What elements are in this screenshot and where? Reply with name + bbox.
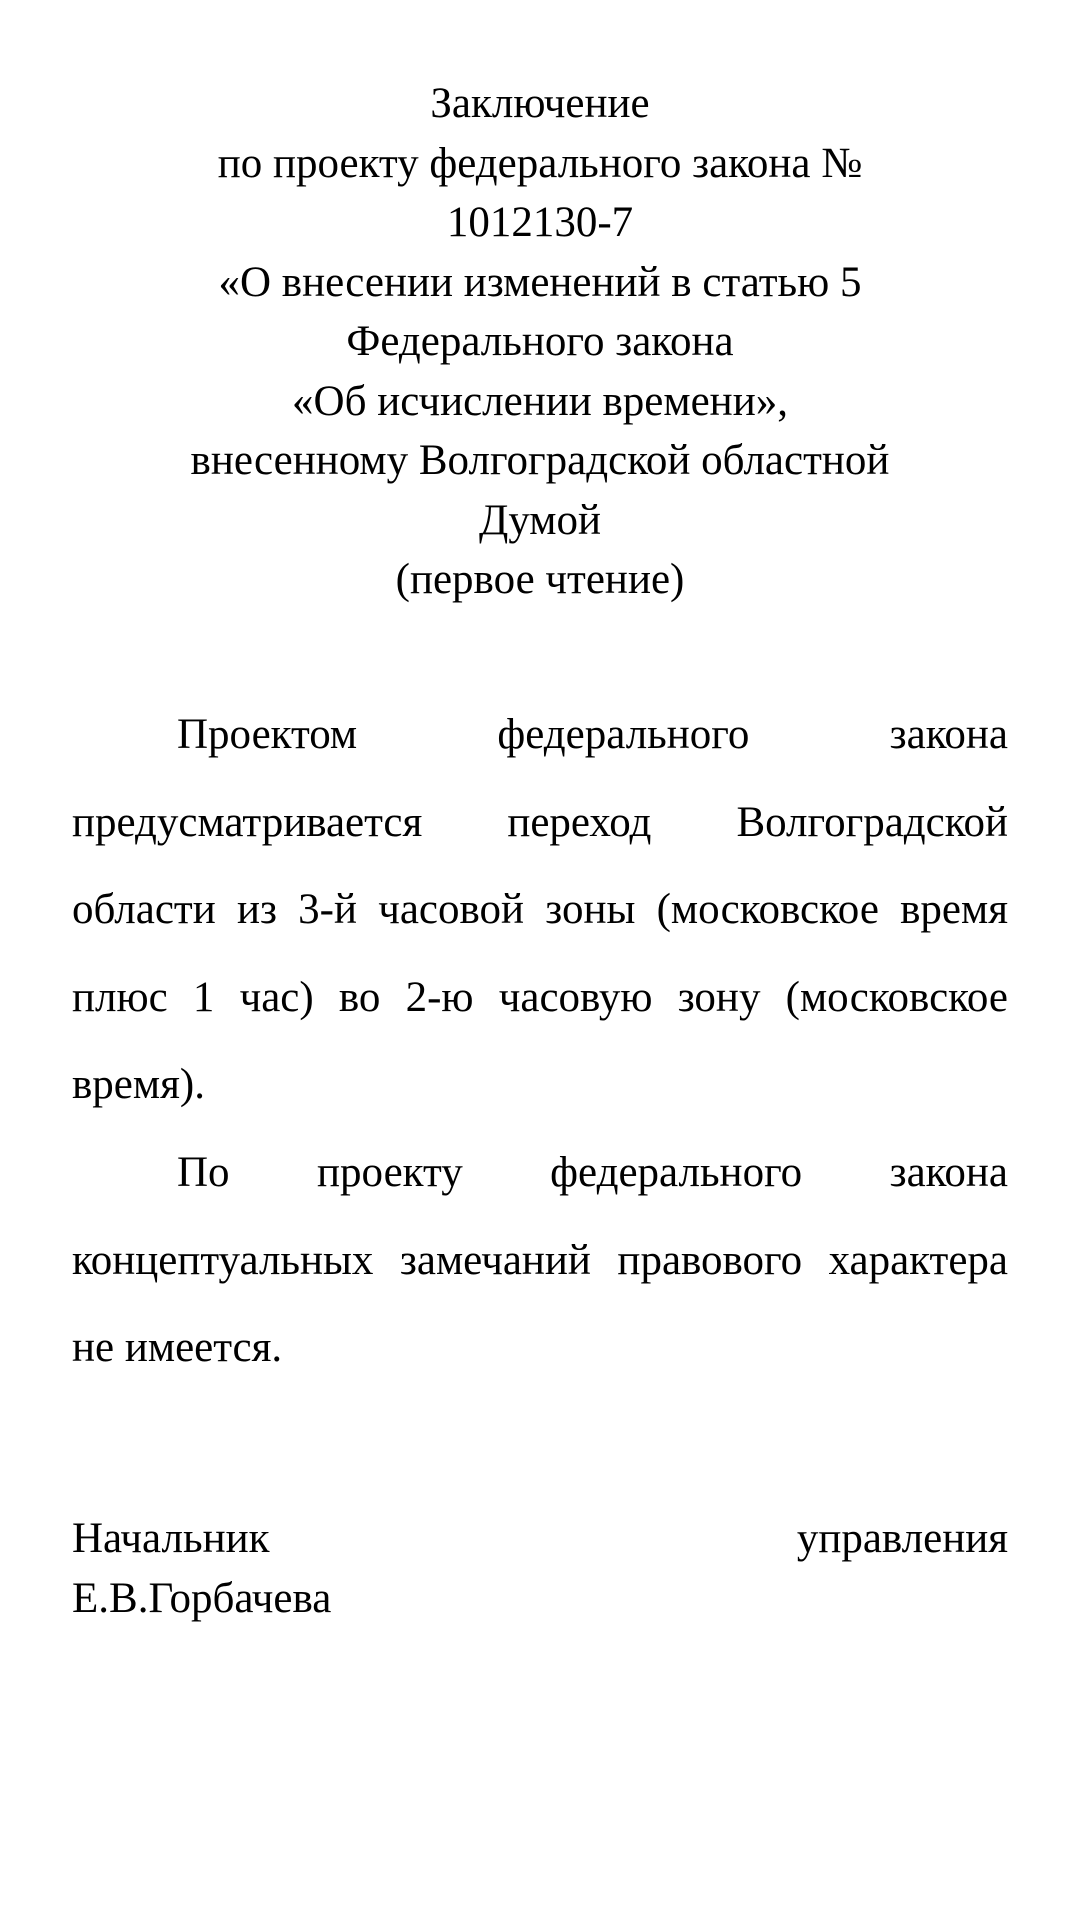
heading-bill-number: 1012130-7 <box>446 199 634 246</box>
heading-reading-stage: (первое чтение) <box>395 556 685 603</box>
signature-name: Е.В.Горбачева <box>72 1574 332 1622</box>
body-paragraph: Проектом федерального закона предусматривается переход Волгоградской области из 3-й часовой зоны (московское время плюс 1 час) во 2-ю часовую зону (московское время). <box>72 711 1008 1109</box>
heading-line: по проекту федерального закона № <box>217 139 863 187</box>
heading-line: Думой <box>479 496 601 544</box>
heading-line: внесенному Волгоградской областной <box>190 437 890 484</box>
heading-line: Федерального закона <box>346 318 734 365</box>
body-paragraph: По проекту федерального закона концептуальных замечаний правового характера не имеется. <box>72 1148 1008 1372</box>
document-heading <box>72 74 1008 610</box>
signature-block <box>72 1509 1008 1628</box>
signature-position-left: Начальник <box>72 1515 270 1562</box>
heading-line: «Об исчислении времени», <box>292 377 788 425</box>
signature-position-row <box>72 1509 1008 1569</box>
heading-line: «О внесении изменений в статью 5 <box>218 258 862 306</box>
document-body <box>72 691 1008 1392</box>
heading-title: Заключение <box>430 80 650 127</box>
signature-position-right: управления <box>796 1515 1008 1562</box>
